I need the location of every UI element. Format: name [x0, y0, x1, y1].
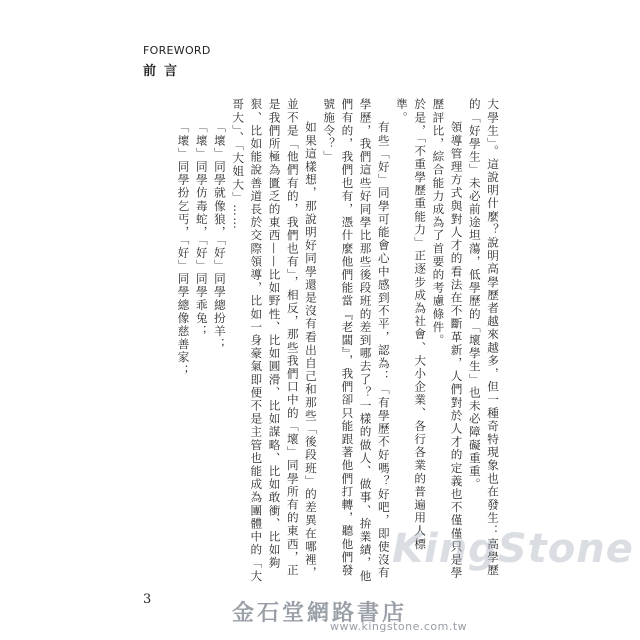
- text-column: 有些「好」同學可能會心中感到不平，認為：「有學歷不好嗎？好吧，即使沒有: [376, 121, 391, 580]
- text-column: 們有的，我們也有，憑什麼他們能當『老闆』，我們卻只能跟著他們打轉，聽他們發: [340, 98, 355, 577]
- text-column: 「壞」同學扮乞丐，「好」同學總像慈善家；: [176, 121, 191, 378]
- section-title-english: FOREWORD: [143, 44, 211, 57]
- watermark-logo-text: KingStone: [392, 526, 634, 572]
- watermark-url: www.kingstone.com.tw: [330, 620, 468, 633]
- text-column: 領導管理方式與對人才的看法在不斷革新，人們對於人才的定義也不僅僅只是學: [449, 121, 464, 580]
- text-column: 是我們所極為匱乏的東西——比如野性、比如圓滑、比如謀略、比如敢衝、比如夠: [267, 98, 282, 570]
- text-column: 哥大」、「大姐大」……: [231, 98, 246, 231]
- text-column: 歷評比，綜合能力成為了首要的考慮條件。: [431, 98, 446, 347]
- text-column: 「壞」同學仿毒蛇，「好」同學乖兔；: [194, 121, 209, 339]
- text-column: 的「好學生」未必前途坦蕩，低學歷的「壞學生」也未必障礙重重。: [467, 98, 482, 491]
- text-column: 如果這樣想，那說明好同學還是沒有看出自己和那些「後段班」的差異在哪裡，: [303, 121, 318, 580]
- text-column: 大學生」。這說明什麼？說明高學歷者越來越多，但一種奇特現象也在發生：高學歷: [486, 98, 500, 577]
- vertical-body-text: [140, 98, 502, 598]
- text-column: 準。: [394, 98, 409, 125]
- text-column: 於是，「不重學歷重能力」正逐步成為社會、大小企業、各行各業的普遍用人標: [413, 98, 428, 551]
- text-column: 狠、比如能說善道長於交際領導，比如一身豪氣即便不是主管也能成為團體中的「大: [249, 98, 264, 583]
- text-column: 號施令？」: [322, 98, 337, 164]
- text-column: 並不是「他們有的，我們也有」，相反，那些我們口中的「壞」同學所有的東西，正: [285, 98, 300, 577]
- section-title-chinese: 前言: [143, 64, 186, 79]
- page-number: 3: [143, 592, 152, 607]
- watermark-store-name: 金石堂網路書店: [232, 600, 408, 626]
- text-column: 「壞」同學就像狼，「好」同學總扮羊；: [212, 121, 227, 352]
- text-column: 學歷，我們這些好同學比那些後段班的差到哪去了？一樣的做人、做事、拚業績，他: [358, 98, 373, 583]
